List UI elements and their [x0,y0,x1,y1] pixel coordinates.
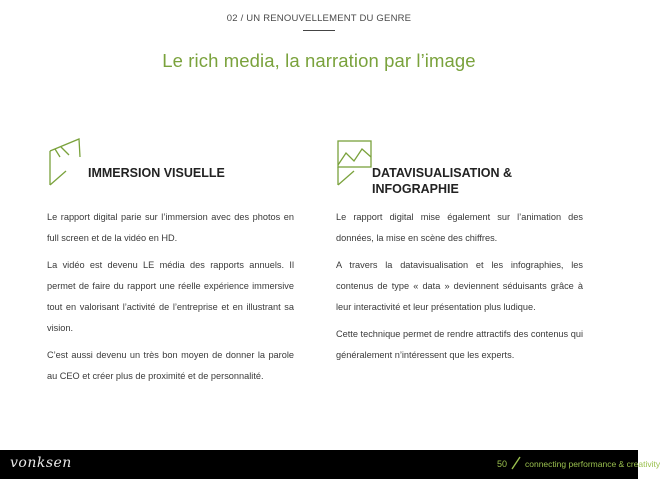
left-paragraph-2: La vidéo est devenu LE média des rapports annuels. Il permet de faire du rapport une réelle expérience immersive tout en valorisant l’activité de l’entreprise et en illustrant sa vision. [47,260,294,333]
right-heading-line2: INFOGRAPHIE [372,182,459,196]
left-paragraph-1: Le rapport digital parie sur l’immersion avec des photos en full screen et de la vidéo en HD. [47,212,294,243]
header-rule [303,30,335,31]
left-heading: IMMERSION VISUELLE [88,166,225,180]
photo-tilted-icon [47,135,87,190]
right-paragraph-2: A travers la datavisualisation et les infographies, les contenus de type « data » deviennent séduisants grâce à leur interactivité et leur présentation plus ludique. [336,260,583,312]
right-heading [372,165,512,197]
left-paragraph-3: C’est aussi devenu un très bon moyen de donner la parole au CEO et créer plus de proximité et de personnalité. [47,350,294,381]
right-paragraph-3: Cette technique permet de rendre attractifs des contenus qui généralement n’intéressent que les experts. [336,329,583,360]
image-chart-icon [334,135,374,190]
footer-tagline: connecting performance & creativity [525,459,660,469]
section-header: 02 / UN RENOUVELLEMENT DU GENRE [226,13,412,24]
footer-bar [0,450,660,479]
slash-icon [511,456,521,470]
right-column [336,207,583,372]
page-number: 50 [497,459,508,469]
footer-logo: vonksen [10,455,72,471]
right-heading-line1: DATAVISUALISATION & [372,166,513,180]
left-column [47,207,294,393]
right-paragraph-1: Le rapport digital mise également sur l’animation des données, la mise en scène des chiffres. [336,212,583,243]
page-title: Le rich media, la narration par l’image [162,50,476,71]
